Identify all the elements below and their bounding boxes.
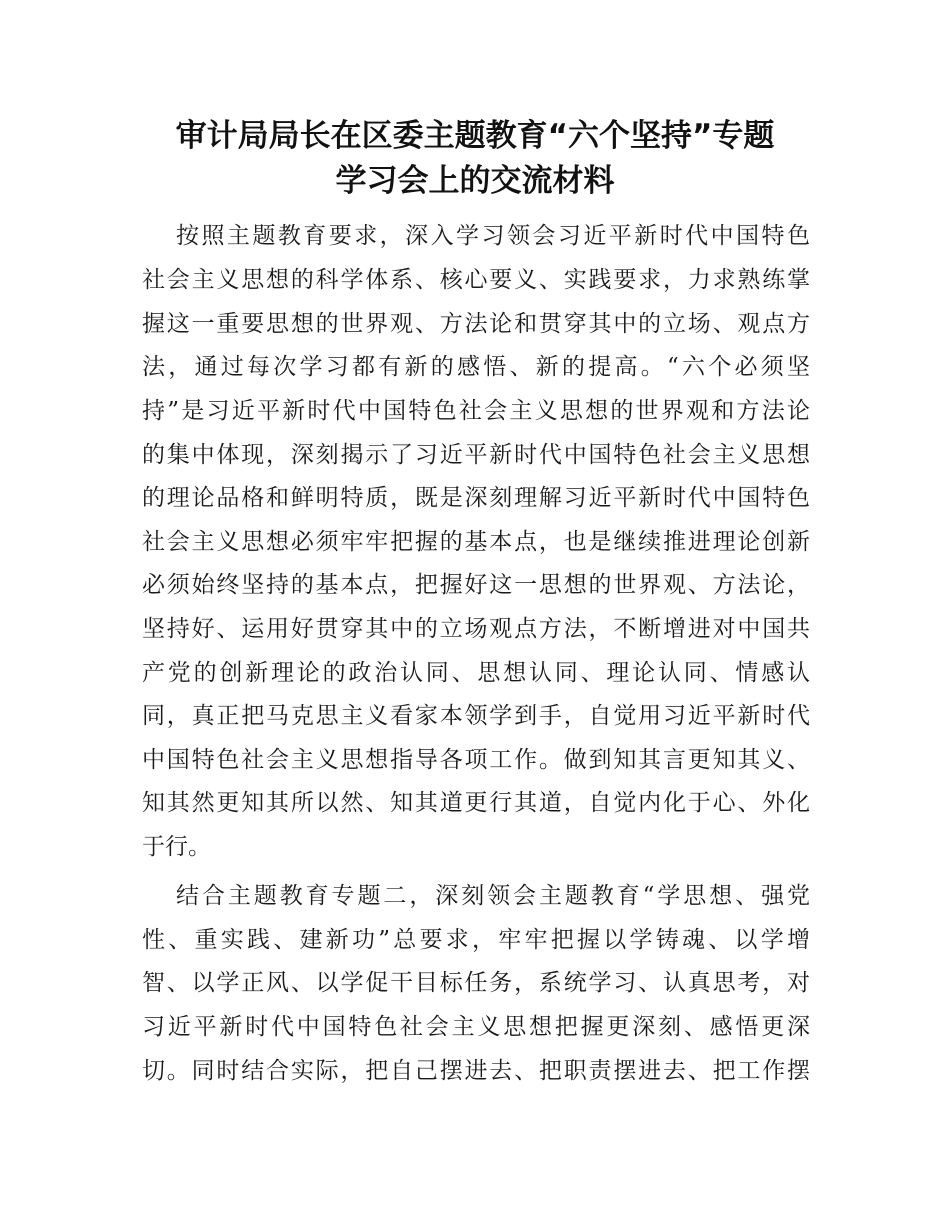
paragraph-line: 切。同时结合实际，把自己摆进去、把职责摆进去、把工作摆 (142, 1058, 810, 1084)
paragraph-line: 性、重实践、建新功”总要求，牢牢把握以学铸魂、以学增 (142, 927, 810, 953)
paragraph-line: 必须始终坚持的基本点，把握好这一思想的世界观、方法论， (142, 572, 810, 598)
paragraph-line: 习近平新时代中国特色社会主义思想把握更深刻、感悟更深 (142, 1014, 810, 1040)
paragraph-line: 知其然更知其所以然、知其道更行其道，自觉内化于心、外化 (142, 790, 810, 816)
paragraph-line: 的理论品格和鲜明特质，既是深刻理解习近平新时代中国特色 (142, 485, 810, 511)
paragraph-line: 法，通过每次学习都有新的感悟、新的提高。“六个必须坚 (142, 354, 810, 380)
paragraph-line: 社会主义思想必须牢牢把握的基本点，也是继续推进理论创新 (142, 529, 810, 555)
paragraph-line: 社会主义思想的科学体系、核心要义、实践要求，力求熟练掌 (142, 267, 810, 293)
paragraph-line: 的集中体现，深刻揭示了习近平新时代中国特色社会主义思想 (142, 442, 810, 468)
paragraph-line: 同，真正把马克思主义看家本领学到手，自觉用习近平新时代 (142, 703, 810, 729)
document-title-line-1: 审计局局长在区委主题教育“六个坚持”专题 (175, 118, 775, 154)
paragraph-line: 按照主题教育要求，深入学习领会习近平新时代中国特色 (176, 223, 810, 249)
paragraph-line: 坚持好、运用好贯穿其中的立场观点方法，不断增进对中国共 (142, 616, 810, 642)
paragraph-line: 持”是习近平新时代中国特色社会主义思想的世界观和方法论 (142, 398, 810, 424)
document-title-line-2: 学习会上的交流材料 (335, 163, 615, 199)
paragraph-line: 于行。 (142, 834, 211, 860)
paragraph-line: 结合主题教育专题二，深刻领会主题教育“学思想、强党 (176, 883, 810, 909)
paragraph-line: 中国特色社会主义思想指导各项工作。做到知其言更知其义、 (142, 747, 810, 773)
paragraph-line: 握这一重要思想的世界观、方法论和贯穿其中的立场、观点方 (142, 311, 810, 337)
paragraph-line: 产党的创新理论的政治认同、思想认同、理论认同、情感认 (142, 660, 810, 686)
paragraph-line: 智、以学正风、以学促干目标任务，系统学习、认真思考，对 (142, 970, 810, 996)
